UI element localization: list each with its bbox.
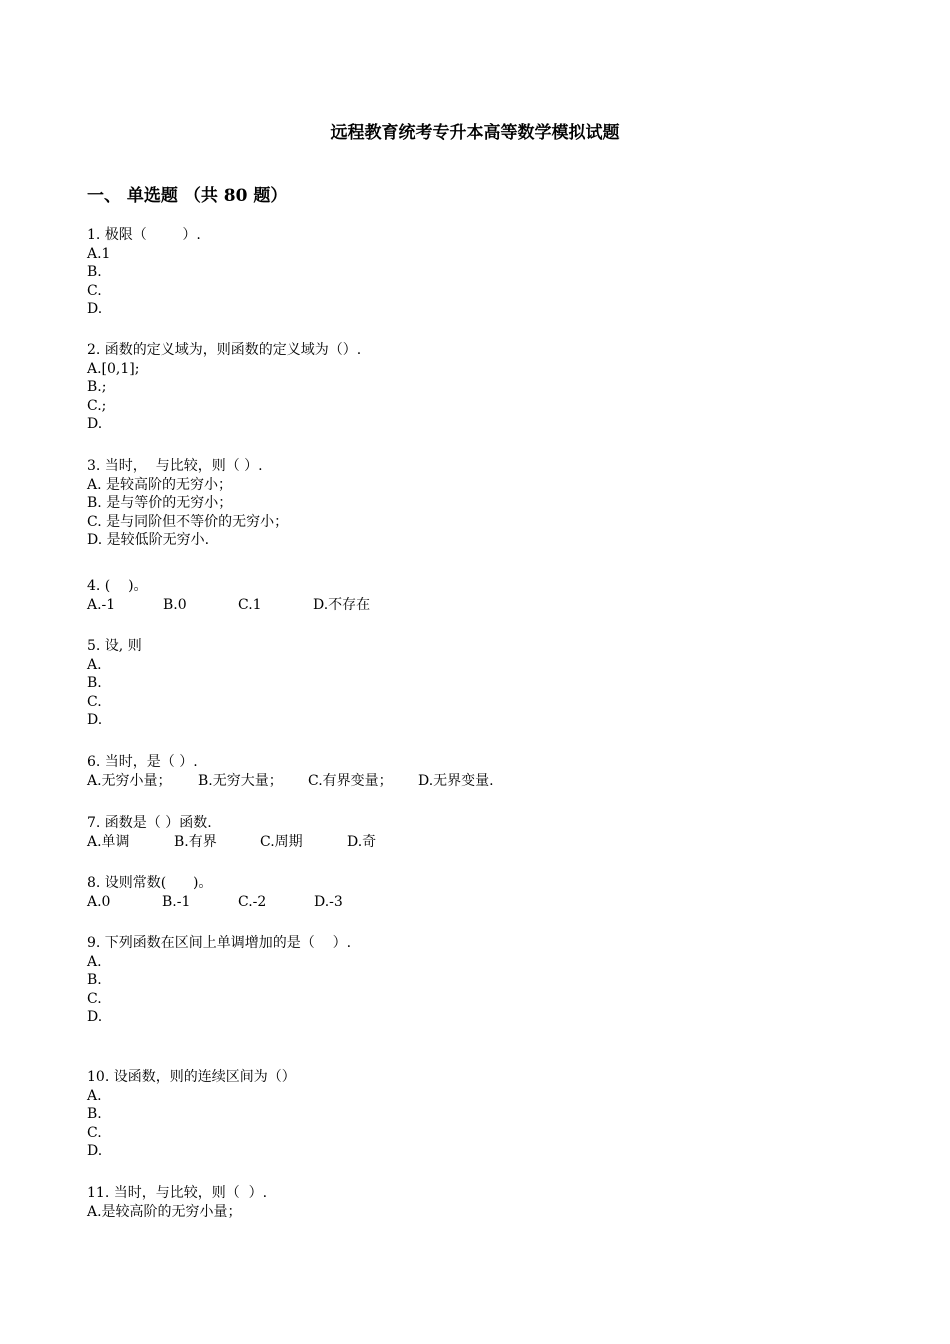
option-c: C. 是与同阶但不等价的无穷小；: [87, 513, 289, 530]
question-stem: 3. 当时， 与比较，则（ ）.: [87, 458, 263, 474]
option-c: C.有界变量；: [308, 772, 393, 789]
option-d: D.: [87, 416, 103, 433]
option-a: A.: [87, 1087, 102, 1104]
option-b: B.有界: [174, 833, 217, 850]
question-4: [87, 577, 370, 614]
option-d: D.无界变量.: [418, 772, 494, 789]
option-c: C.-2: [238, 893, 267, 910]
option-a: A.1: [87, 245, 111, 262]
question-5: [87, 637, 142, 730]
question-6: [87, 753, 494, 790]
question-stem: 8. 设则常数( )。: [87, 875, 213, 891]
question-8: [87, 874, 343, 911]
option-a: A.[0,1];: [87, 360, 140, 377]
section-title: 一、 单选题 （共 80 题）: [87, 186, 288, 206]
option-a: A.是较高阶的无穷小量；: [87, 1203, 242, 1220]
question-stem: 10. 设函数，则的连续区间为（）: [87, 1069, 296, 1085]
option-b: B.0: [163, 596, 187, 613]
question-1: [87, 226, 201, 319]
option-a: A.: [87, 953, 102, 970]
option-b: B.-1: [162, 893, 191, 910]
question-10: [87, 1068, 296, 1161]
question-2: [87, 341, 361, 434]
option-d: D.: [87, 301, 103, 318]
question-stem: 1. 极限（ ）.: [87, 227, 201, 243]
question-9: [87, 934, 351, 1027]
option-a: A.单调: [87, 833, 130, 850]
option-d: D.-3: [314, 893, 343, 910]
option-c: C.1: [238, 596, 262, 613]
question-stem: 5. 设, 则: [87, 638, 142, 654]
option-c: C.;: [87, 397, 107, 414]
option-c: C.: [87, 282, 102, 299]
question-stem: 4. ( )。: [87, 578, 148, 594]
question-3: [87, 457, 288, 550]
question-stem: 7. 函数是（ ）函数.: [87, 815, 212, 831]
option-a: A.-1: [87, 596, 116, 613]
option-d: D.: [87, 712, 103, 729]
question-stem: 11. 当时，与比较，则（ ）.: [87, 1185, 268, 1201]
question-stem: 6. 当时，是（ ）.: [87, 754, 198, 770]
option-b: B.: [87, 1106, 102, 1123]
option-c: C.: [87, 693, 102, 710]
option-a: A. 是较高阶的无穷小；: [87, 476, 233, 493]
question-stem: 9. 下列函数在区间上单调增加的是（ ）.: [87, 935, 352, 951]
question-stem: 2. 函数的定义域为，则函数的定义域为（）.: [87, 342, 362, 358]
inline-options: [87, 893, 343, 912]
option-a: A.无穷小量；: [87, 772, 172, 789]
option-d: D.: [87, 1009, 103, 1026]
option-b: B.: [87, 675, 102, 692]
question-7: [87, 814, 376, 851]
option-b: B.无穷大量；: [198, 772, 283, 789]
option-c: C.: [87, 990, 102, 1007]
option-b: B. 是与等价的无穷小；: [87, 495, 233, 512]
option-c: C.周期: [260, 833, 303, 850]
inline-options: [87, 596, 370, 615]
document-title: 远程教育统考专升本高等数学模拟试题: [330, 123, 620, 143]
option-c: C.: [87, 1124, 102, 1141]
option-a: A.: [87, 656, 102, 673]
option-d: D.不存在: [313, 596, 371, 613]
question-11: [87, 1184, 267, 1221]
option-b: B.;: [87, 379, 107, 396]
option-d: D. 是较低阶无穷小.: [87, 532, 210, 549]
option-a: A.0: [87, 893, 111, 910]
inline-options: [87, 772, 494, 791]
option-d: D.奇: [347, 833, 377, 850]
option-d: D.: [87, 1143, 103, 1160]
option-b: B.: [87, 972, 102, 989]
inline-options: [87, 833, 376, 852]
option-b: B.: [87, 264, 102, 281]
